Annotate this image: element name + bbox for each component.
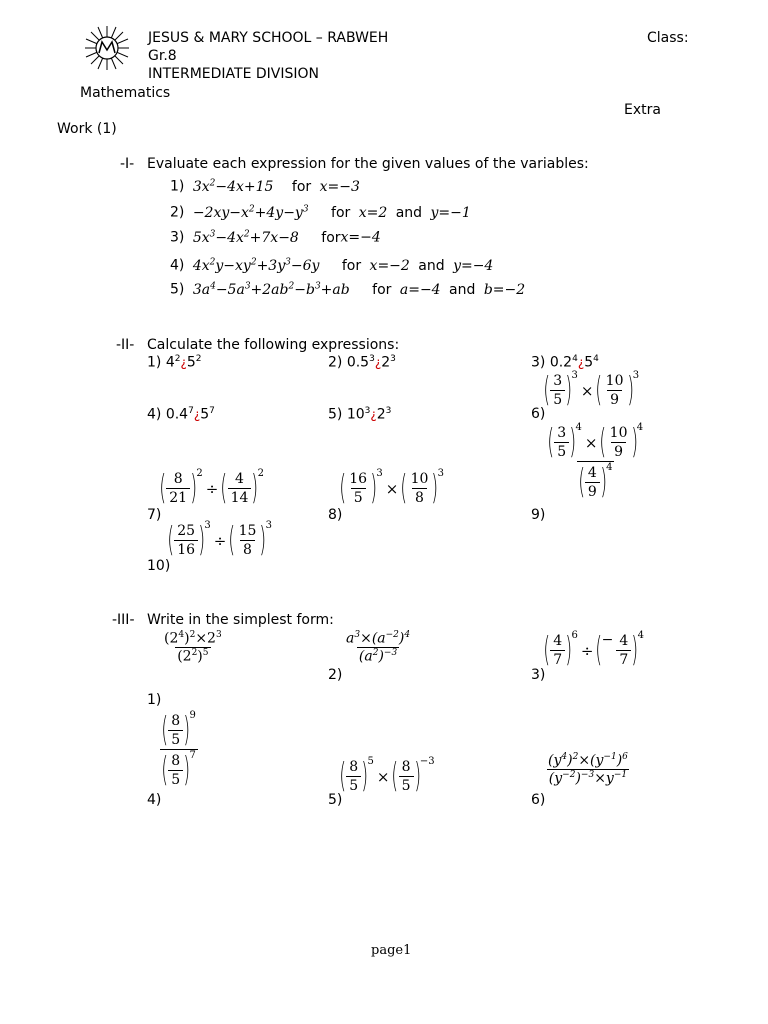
item-number: 4) <box>170 257 185 274</box>
inverted-question-mark: ¿ <box>374 355 382 370</box>
section1-numeral: -I- <box>120 156 135 172</box>
and-word: and <box>418 257 445 274</box>
section3-numeral: -III- <box>112 612 135 628</box>
exercise-1-1: 1) $3x^2-4x+15$ for x=−3 <box>170 178 360 195</box>
exercise-3-3: ( 4 7 ) 6 ÷ ( − $\frac{4}{7}$ ) 4 <box>543 630 644 670</box>
for-word: for <box>331 204 351 221</box>
item-number: 3) <box>170 229 185 246</box>
item-number: 5) <box>170 281 185 298</box>
exercise-3-3-label: 3) <box>531 667 546 683</box>
item-number: 2) <box>170 204 185 221</box>
school-logo <box>82 24 132 72</box>
section3-title: Write in the simplest form: <box>147 612 334 628</box>
exercise-2-5: 5) $10^3¿2^3$ <box>328 406 392 423</box>
item-number: 2) <box>328 354 343 371</box>
exercise-2-3: 3) $0.2^4¿5^4$ <box>531 354 599 371</box>
division-label: INTERMEDIATE DIVISION <box>148 66 320 82</box>
for-word: for <box>321 229 341 246</box>
item-number: 5) <box>328 406 343 423</box>
exercise-3-5: ( 8 5 ) 5 × ( 8 5 ) −3 <box>339 756 435 796</box>
item-number: 1) <box>147 354 162 371</box>
exercise-2-9: ( 3 5 ) 4 × ( 10 9 ) 4 ( 4 9 ) 4 <box>547 422 644 502</box>
exercise-2-9-label: 9) <box>531 507 546 523</box>
item-number: 3) <box>531 354 546 371</box>
exercise-3-1-label: 1) <box>147 692 162 708</box>
exercise-3-2-label: 2) <box>328 667 343 683</box>
grade-label: Gr.8 <box>148 48 177 64</box>
exercise-1-4: 4) $4x^2y-xy^2+3y^3-6y$ for x=−2 and y=−4 <box>170 257 494 274</box>
for-word: for <box>291 178 312 195</box>
exercise-3-4-label: 4) <box>147 792 162 808</box>
section2-title: Calculate the following expressions: <box>147 337 400 353</box>
exercise-2-7-label: 7) <box>147 507 162 523</box>
exercise-2-4: 4) $0.4^7¿5^7$ <box>147 406 215 423</box>
exercise-2-8: ( 16 5 ) 3 × ( 10 8 ) 3 <box>339 468 445 508</box>
inverted-question-mark: ¿ <box>370 407 377 422</box>
exercise-1-3: 3) $5x^3-4x^2+7x-8$ forx=−4 <box>170 229 381 246</box>
exercise-1-5: 5) $3a^4-5a^3+2ab^2-b^3+ab$ for a=−4 and b=−2 <box>170 281 526 298</box>
school-crest-sunburst-icon <box>82 24 132 72</box>
exercise-3-5-label: 5) <box>328 792 343 808</box>
page-number: page1 <box>371 943 412 958</box>
and-word: and <box>395 204 423 221</box>
section1-title: Evaluate each expression for the given values of the variables: <box>147 156 589 172</box>
exercise-2-10-label: 10) <box>147 558 171 574</box>
inverted-question-mark: ¿ <box>577 355 585 370</box>
exercise-3-2: $\frac{a^3\times(a^{-2})^4}{(a^2)^{-3}}$ <box>346 630 411 665</box>
inverted-question-mark: ¿ <box>193 407 201 422</box>
inverted-question-mark: ¿ <box>180 355 187 370</box>
subject-label: Mathematics <box>80 85 171 101</box>
exercise-3-1: $\frac{(2^4)^2\times 2^3}{(2^2)^5}$ <box>164 630 222 665</box>
exercise-2-6: ( 3 5 ) 3 × ( 10 9 ) 3 <box>543 370 640 410</box>
class-label: Class: <box>647 30 689 46</box>
for-word: for <box>341 257 362 274</box>
school-name: JESUS & MARY SCHOOL – RABWEH <box>148 30 389 46</box>
work-label: Work (1) <box>57 121 117 137</box>
exercise-3-4: ( 8 5 ) 9 ( 8 5 ) 7 <box>161 710 196 790</box>
exercise-2-2: 2) $0.5^3¿2^3$ <box>328 354 396 371</box>
and-word: and <box>449 281 476 298</box>
exercise-2-8-label: 8) <box>328 507 343 523</box>
exercise-3-6: $\frac{(y^4)^2\times(y^{-1})^6}{(y^{-2})^{-3}\times y^{-1}}$ <box>548 752 628 787</box>
for-word: for <box>372 281 392 298</box>
exercise-2-6-label: 6) <box>531 406 546 422</box>
exercise-1-2: $2) -2xy-x^2+4y-y^3$ for x=2 and y=−1 <box>170 204 471 221</box>
exercise-2-1: 1) $4^2¿5^2$ <box>147 354 202 371</box>
section2-numeral: -II- <box>116 337 135 353</box>
item-number: 4) <box>147 406 162 423</box>
extra-label: Extra <box>624 102 661 118</box>
item-number: 1) <box>170 178 185 195</box>
exercise-2-7: ( 8 21 ) 2 ÷ ( 4 14 ) 2 <box>159 468 265 508</box>
exercise-3-6-label: 6) <box>531 792 546 808</box>
exercise-2-10: ( 25 16 ) 3 ÷ ( 15 8 ) 3 <box>167 520 273 560</box>
